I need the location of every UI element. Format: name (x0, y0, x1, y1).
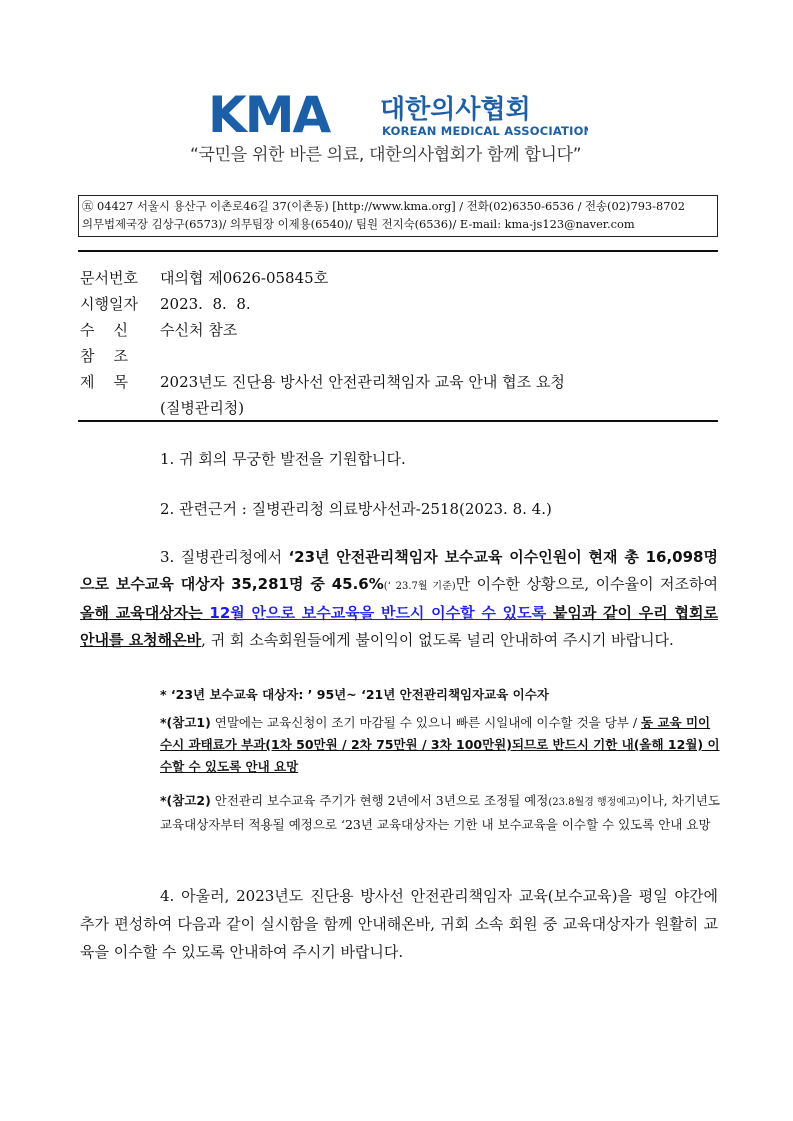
divider-top (78, 250, 718, 252)
note-2 (160, 790, 720, 836)
note-2-text-c: 이나, 차기년도 교육대상자부터 적용될 예정으로 ‘23년 교육대상자는 기한 내 보수교육을 이수할 수 있도록 안내 요망 (160, 793, 720, 832)
meta-to (80, 318, 237, 342)
contact-info-line2: 의무법제국장 김상구(6573)/ 의무팀장 이제용(6540)/ 팀원 전지숙(6536)/ E-mail: kma-js123@naver.com (82, 217, 635, 231)
meta-subject-value: 2023년도 진단용 방사선 안전관리책임자 교육 안내 협조 요청 (160, 373, 565, 391)
meta-subject-line2: (질병관리청) (160, 399, 245, 417)
meta-subject (80, 370, 565, 394)
note-1-label: *(참고1) (160, 715, 211, 730)
note-2-label: *(참고2) (160, 793, 211, 808)
meta-subject-label: 제 목 (80, 373, 129, 391)
meta-doc-no-value: 대의협 제0626-05845호 (160, 269, 329, 287)
p3-basis: (‘ 23.7월 기준) (383, 581, 456, 592)
meta-date-label: 시행일자 (80, 295, 138, 313)
p3-deadline: 12월 안으로 보수교육을 반드시 이수할 수 있도록 (209, 604, 547, 622)
meta-ref-label: 참 조 (80, 347, 129, 365)
note-target (160, 684, 720, 706)
paragraph-1: 1. 귀 회의 무궁한 발전을 기원합니다. (160, 450, 406, 468)
logo-org-name-kr: 대한의사협회 (380, 95, 531, 125)
meta-date-value: 2023. 8. 8. (160, 295, 251, 313)
slogan: “국민을 위한 바른 의료, 대한의사협회가 함께 합니다” (190, 145, 582, 165)
note-1-penalty: 동 교육 미이수시 과태료가 부과(1차 50만원 / 2차 75만원 / 3차 100만원)되므로 반드시 기한 내(올해 12월) 이수할 수 있도록 안내 요망 (160, 715, 720, 774)
note-target-text: * ‘23년 보수교육 대상자: ’ 95년~ ‘21년 안전관리책임자교육 이수자 (160, 687, 549, 702)
paragraph-4: 4. 아울러, 2023년도 진단용 방사선 안전관리책임자 교육(보수교육)을 평일 야간에 추가 편성하여 다음과 같이 실시함을 함께 안내해온바, 귀회 소속 회원 중 교육대상자가 원활히 교육을 이수할 수 있도록 안내하여 주시기 바랍니다. (80, 887, 718, 961)
logo-org-name-en: KOREAN MEDICAL ASSOCIATION (382, 124, 588, 138)
note-1 (160, 712, 720, 778)
paragraph-3 (80, 544, 718, 654)
kma-logo (208, 92, 588, 140)
contact-info-line1: ㊄ 04427 서울시 용산구 이촌로46길 37(이촌동) [http://www.kma.org] / 전화(02)6350-6536 / 전송(02)793-8702 (82, 199, 686, 213)
meta-ref (80, 344, 160, 368)
logo-kma-letters: KMA (208, 92, 330, 140)
p3-target: 올해 교육대상자는 (80, 604, 210, 622)
meta-doc-no-label: 문서번호 (80, 269, 138, 287)
kma-logo-graphic (208, 92, 588, 140)
note-2-text-a: 안전관리 보수교육 주기가 현행 2년에서 3년으로 조정될 예정 (210, 793, 549, 808)
meta-date (80, 292, 251, 316)
paragraph-2: 2. 관련근거 : 질병관리청 의료방사선과-2518(2023. 8. 4.) (160, 500, 552, 518)
note-2-text-b: (23.8월경 행정예고) (548, 797, 640, 808)
divider-meta (78, 420, 718, 422)
meta-to-value: 수신처 참조 (160, 321, 238, 339)
contact-info-box (78, 195, 718, 237)
p3-intro: 3. 질병관리청에서 (160, 548, 289, 566)
meta-doc-no (80, 266, 328, 290)
p3-closing: , 귀 회 소속회원들에게 불이익이 없도록 널리 안내하여 주시기 바랍니다. (201, 631, 674, 649)
p3-stats: ‘23년 안전관리책임자 보수교육 이수인원이 현재 총 16,098명으로 보수교육 대상자 35,281명 중 45.6% (80, 548, 718, 593)
p3-request: 붙임과 같이 우리 협회로 안내를 요청해온바 (80, 604, 718, 649)
meta-to-label: 수 신 (80, 321, 129, 339)
p3-status: 만 이수한 상황으로, 이수율이 저조하여 (455, 575, 718, 593)
note-1-text: 연말에는 교육신청이 조기 마감될 수 있으니 빠른 시일내에 이수할 것을 당부 / (210, 715, 642, 730)
